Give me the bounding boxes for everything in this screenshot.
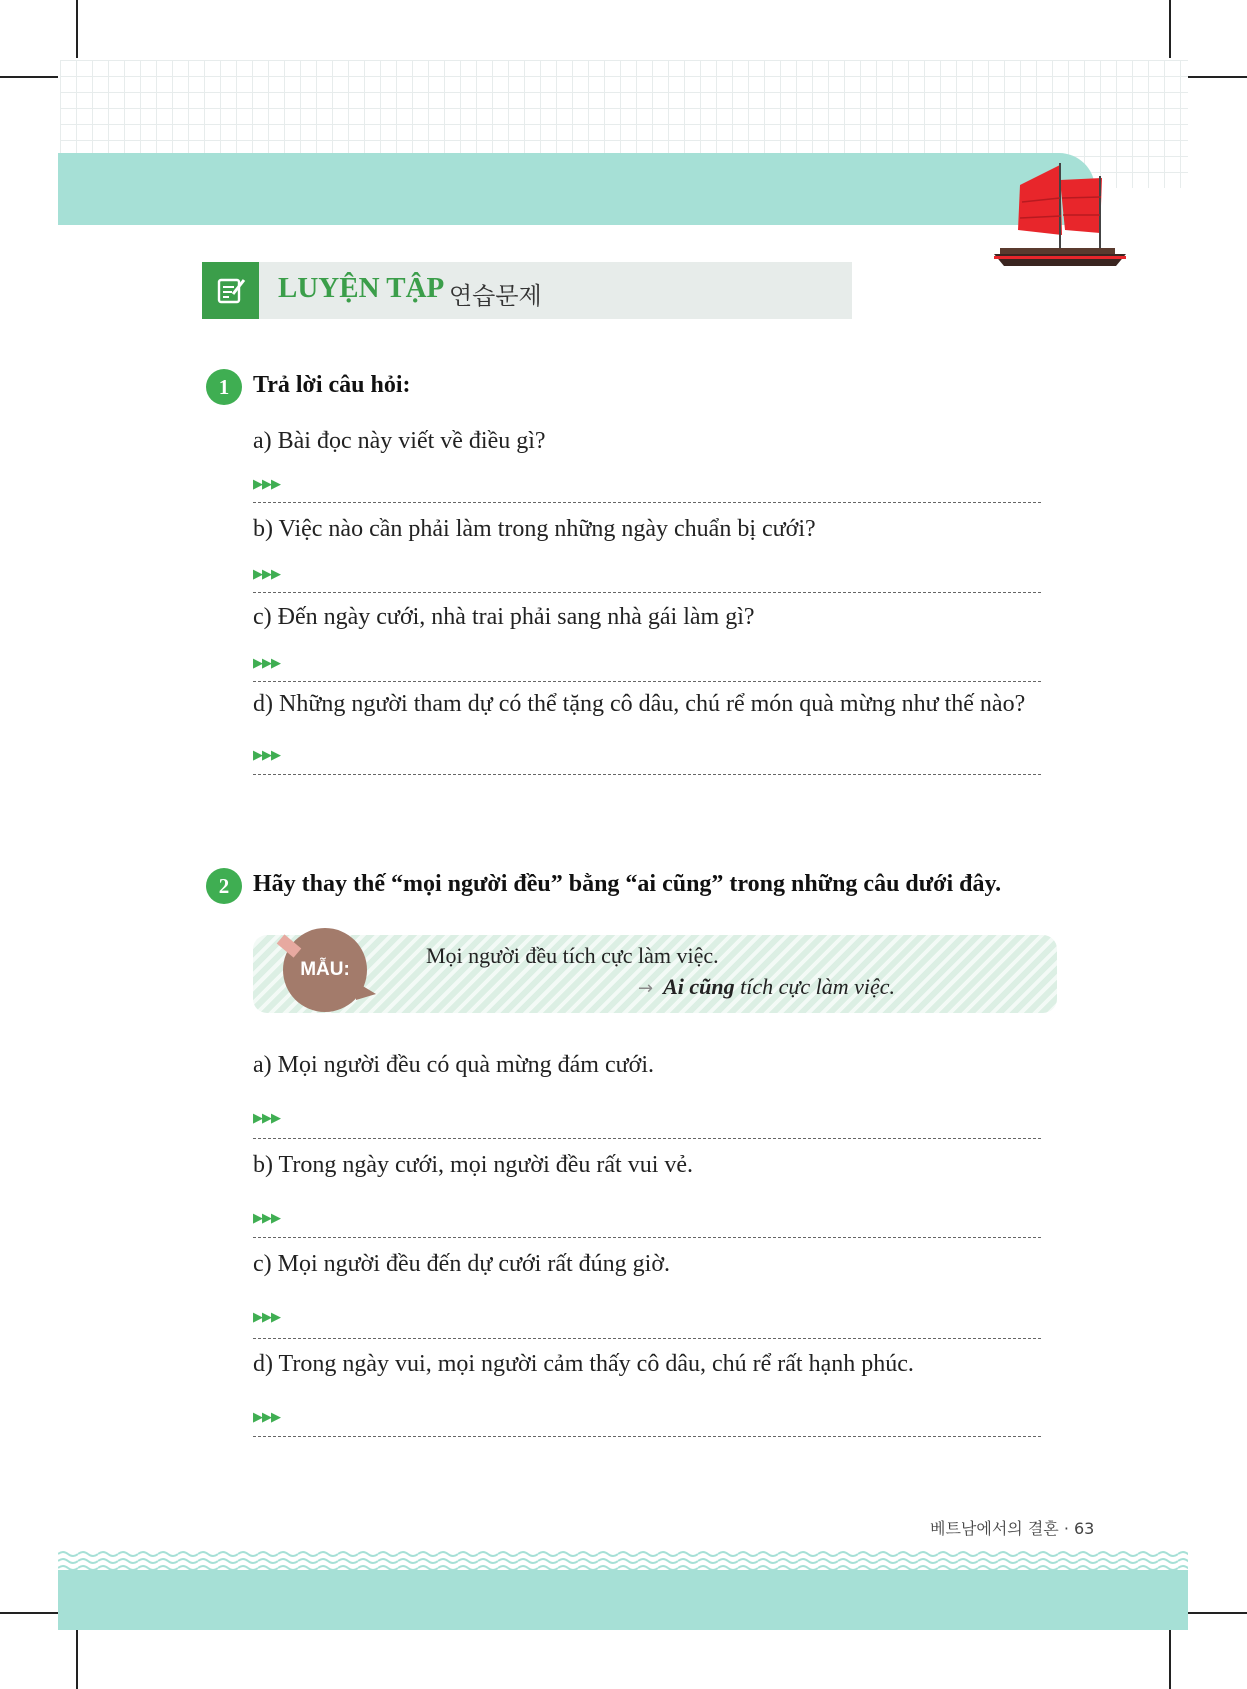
crop-mark [0,1612,58,1614]
answer-line[interactable] [253,774,1041,775]
crop-mark [1169,1630,1171,1689]
exercise-title: Hãy thay thế “mọi người đều” bằng “ai cũng” trong những câu dưới đây. [253,871,1002,897]
answer-marker-icon: ▶▶▶ [253,567,280,582]
question-item: b) Việc nào cần phải làm trong những ngày chuẩn bị cưới? [253,516,816,542]
answer-marker-icon: ▶▶▶ [253,1310,280,1325]
answer-marker-icon: ▶▶▶ [253,477,280,492]
answer-marker-icon: ▶▶▶ [253,1211,280,1226]
answer-line[interactable] [253,1138,1041,1139]
answer-marker-icon: ▶▶▶ [253,656,280,671]
exercise-number: 1 [206,369,242,405]
exercise-title: Trả lời câu hỏi: [253,372,411,398]
example-answer [638,974,895,1000]
crop-mark [0,76,58,78]
crop-mark [1169,0,1171,58]
section-title: LUYỆN TẬP [278,272,445,304]
question-item: a) Mọi người đều có quà mừng đám cưới. [253,1052,654,1078]
answer-line[interactable] [253,592,1041,593]
crop-mark [76,1630,78,1689]
question-item: c) Đến ngày cưới, nhà trai phải sang nhà gái làm gì? [253,604,755,630]
arrow-right-icon: → [638,978,654,999]
question-item: d) Những người tham dự có thể tặng cô dâu, chú rể món quà mừng như thế nào? [253,691,1026,717]
example-sentence: Mọi người đều tích cực làm việc. [426,943,719,968]
answer-marker-icon: ▶▶▶ [253,1410,280,1425]
answer-line[interactable] [253,681,1041,682]
answer-line[interactable] [253,1338,1041,1339]
question-item: c) Mọi người đều đến dự cưới rất đúng giờ. [253,1251,671,1277]
page-footer: 베트남에서의 결혼 · 63 [930,1519,1095,1538]
question-item: a) Bài đọc này viết về điều gì? [253,428,546,454]
bottom-banner [58,1570,1188,1630]
answer-line[interactable] [253,502,1041,503]
question-item: d) Trong ngày vui, mọi người cảm thấy cô dâu, chú rể rất hạnh phúc. [253,1351,914,1377]
example-answer-bold: Ai cũng [663,974,735,999]
section-header [202,262,852,319]
crop-mark [1188,1612,1247,1614]
example-badge: MẪU: [283,928,367,1012]
section-subtitle: 연습문제 [449,282,542,310]
answer-marker-icon: ▶▶▶ [253,1111,280,1126]
question-item: b) Trong ngày cưới, mọi người đều rất vui vẻ. [253,1152,694,1178]
crop-mark [76,0,78,58]
answer-marker-icon: ▶▶▶ [253,748,280,763]
crop-mark [1188,76,1247,78]
exercise-number: 2 [206,868,242,904]
example-answer-rest: tích cực làm việc. [734,974,896,999]
notepad-pencil-icon [202,262,259,319]
top-banner [58,153,1095,225]
answer-line[interactable] [253,1237,1041,1238]
answer-line[interactable] [253,1436,1041,1437]
junk-boat-icon [990,160,1130,270]
wave-decoration [58,1548,1188,1572]
